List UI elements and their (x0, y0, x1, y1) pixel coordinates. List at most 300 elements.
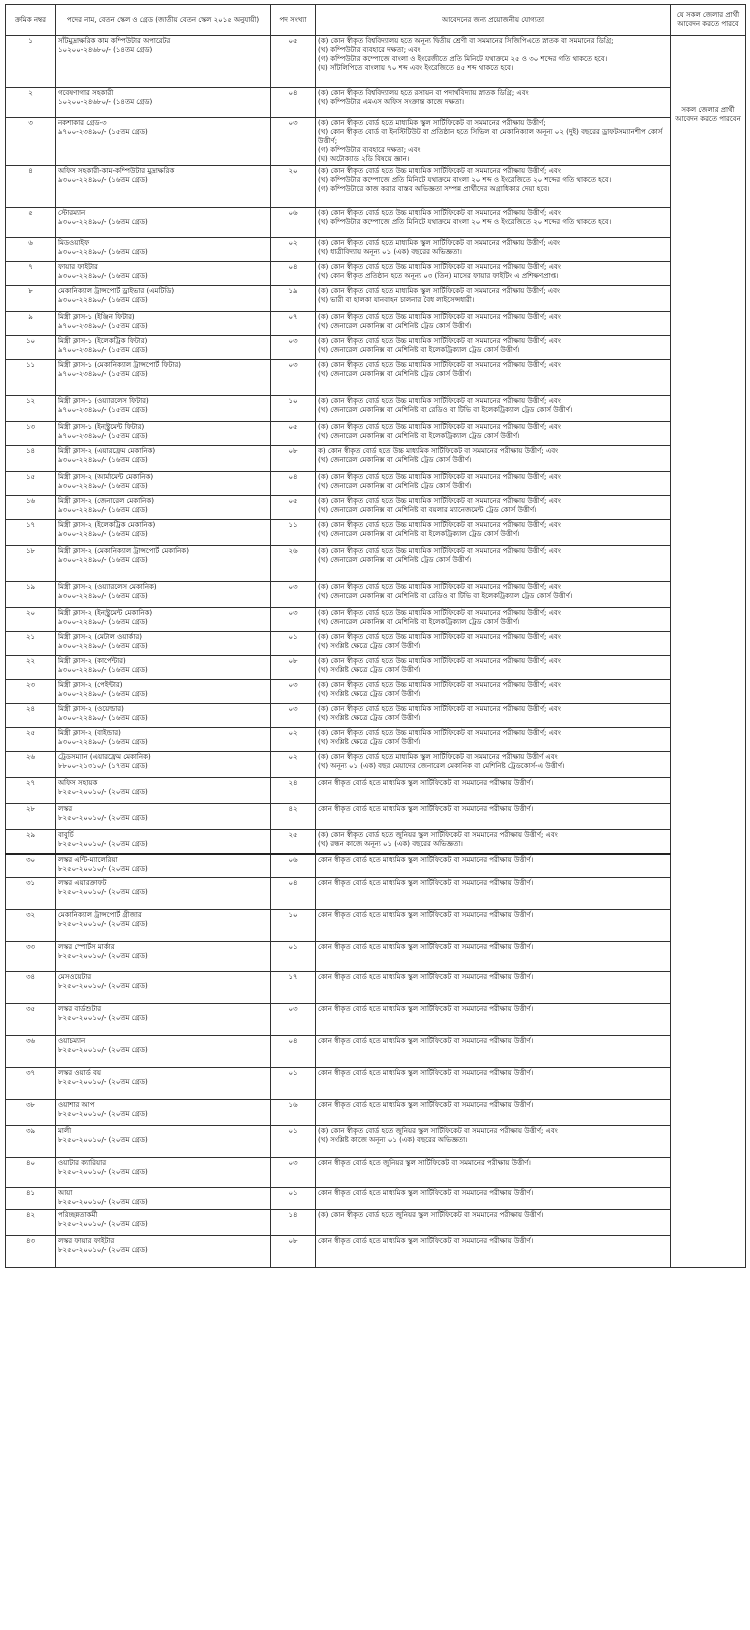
qualification-line: কোন স্বীকৃত বোর্ড হতে মাধ্যমিক স্কুল সার্টিফিকেট বা সমমানের পরীক্ষায় উত্তীর্ণ। (318, 1069, 534, 1077)
post-cell (56, 238, 271, 262)
post-count: ০৮ (271, 446, 316, 472)
post-count: ০৩ (271, 336, 316, 360)
qualification-line: (ক) কোন স্বীকৃত বোর্ড হতে মাধ্যমিক স্কুল সার্টিফিকেট বা সমমানের পরীক্ষায় উত্তীর্ণ এবং (318, 753, 558, 761)
pay-scale: ৯৭০০-২৩৪৯০/- (১৫তম গ্রেড) (58, 432, 148, 440)
table-row (6, 496, 746, 520)
qualification-cell (316, 262, 671, 286)
table-row (6, 1036, 746, 1068)
qualification-line: (খ) জেনারেল মেকানিক্স বা মেশিনিষ্ট বা ইলেকট্রিক্যাল ট্রেড কোর্স উত্তীর্ণ। (318, 346, 520, 354)
qualification-line: কোন স্বীকৃত বোর্ড হতে জুনিয়র স্কুল সার্টিফিকেট বা সমমানের পরীক্ষায় উত্তীর্ণ। (318, 1159, 531, 1167)
qualification-line: (খ) জেনারেল মেকানিক্স বা মেশিনিষ্ট বা বয়লার ম্যানেজমেন্ট ট্রেড কোর্স উত্তীর্ণ। (318, 506, 537, 514)
pay-scale: ৯৩০০-২২৪৯০/- (১৬তম গ্রেড) (58, 296, 148, 304)
post-cell (56, 632, 271, 656)
pay-scale: ৮২৫০-২০০১০/- (২০তম গ্রেড) (58, 982, 148, 990)
qualification-line: (খ) সংশ্লিষ্ট ক্ষেত্রে ট্রেড কোর্স উত্তীর্ণ। (318, 642, 421, 650)
qualification-cell (316, 88, 671, 118)
table-row (6, 972, 746, 1004)
post-name: মিস্ত্রী ক্লাস-১ (ইলেকট্রিক ফিটার) (58, 337, 148, 345)
post-count: ০৪ (271, 472, 316, 496)
post-name: নকশাকার গ্রেড-৩ (58, 119, 107, 127)
qualification-line: (ঘ) সাঁটলিপিতে বাংলায় ৭০ শব্দ এবং ইংরেজিতে ৪৫ শব্দ থাকতে হবে। (318, 64, 514, 72)
pay-scale: ৮২৫০-২০০১০/- (২০তম গ্রেড) (58, 1078, 148, 1086)
serial-number: ১৮ (6, 546, 56, 582)
qualification-cell (316, 728, 671, 752)
qualification-cell (316, 582, 671, 608)
qualification-cell (316, 312, 671, 336)
post-cell (56, 166, 271, 208)
post-name: মিস্ত্রী ক্লাস-১ (ওয়্যারলেস ফিটার) (58, 397, 149, 405)
recruitment-table (5, 4, 746, 1268)
pay-scale: ৮২৫০-২০০১০/- (২০তম গ্রেড) (58, 1110, 148, 1118)
qualification-line: (খ) সংশ্লিষ্ট কাজে অনূন্য ০১ (এক) বছরের অভিজ্ঞতা। (318, 1136, 468, 1144)
serial-number: ৪৩ (6, 1236, 56, 1268)
post-cell (56, 422, 271, 446)
qualification-cell (316, 360, 671, 396)
qualification-line: কোন স্বীকৃত বোর্ড হতে মাধ্যমিক স্কুল সার্টিফিকেট বা সমমানের পরীক্ষায় উত্তীর্ণ। (318, 973, 534, 981)
qualification-line: (ক) কোন স্বীকৃত বোর্ড হতে উচ্চ মাধ্যমিক সার্টিফিকেট বা সমমানের পরীক্ষায় উত্তীর্ণ; এবং (318, 263, 561, 271)
post-cell (56, 208, 271, 238)
qualification-line: কোন স্বীকৃত বোর্ড হতে মাধ্যমিক স্কুল সার্টিফিকেট বা সমমানের পরীক্ষায় উত্তীর্ণ। (318, 1037, 534, 1045)
qualification-line: (খ) জেনারেল মেকানিক্স বা মেশিনিষ্ট বা ইলেকট্রিক্যাল ট্রেড কোর্স উত্তীর্ণ। (318, 530, 520, 538)
post-count: ১৬ (271, 1100, 316, 1126)
post-count: ১৯ (271, 286, 316, 312)
post-cell (56, 1236, 271, 1268)
table-body (6, 36, 746, 1268)
serial-number: ৩০ (6, 854, 56, 878)
pay-scale: ৮২৫০-২০০১০/- (২০তম গ্রেড) (58, 1046, 148, 1054)
table-row (6, 704, 746, 728)
qualification-line: কোন স্বীকৃত বোর্ড হতে মাধ্যমিক স্কুল সার্টিফিকেট বা সমমানের পরীক্ষায় উত্তীর্ণ। (318, 1189, 534, 1197)
post-count: ০২ (271, 728, 316, 752)
post-name: মিডওয়াইফ (58, 239, 90, 247)
table-row (6, 1100, 746, 1126)
post-name: মিস্ত্রী ক্লাস-১ (ইঞ্জিন ফিটার) (58, 313, 135, 321)
serial-number: ১৬ (6, 496, 56, 520)
header-serial: ক্রমিক নম্বর (6, 5, 56, 36)
post-count: ১০ (271, 396, 316, 422)
post-cell (56, 1126, 271, 1158)
pay-scale: ৯৭০০-২৩৪৯০/- (১৫তম গ্রেড) (58, 346, 148, 354)
post-cell (56, 1036, 271, 1068)
post-name: মিস্ত্রী ক্লাস-২ (মেটাল ওয়ার্কার) (58, 633, 142, 641)
qualification-line: কোন স্বীকৃত বোর্ড হতে মাধ্যমিক স্কুল সার্টিফিকেট বা সমমানের পরীক্ষায় উত্তীর্ণ। (318, 911, 534, 919)
table-row (6, 680, 746, 704)
post-count: ০৬ (271, 208, 316, 238)
qualification-line: (গ) কম্পিউটার কম্পোজে বাংলা ও ইংরেজীতে প্রতি মিনিটে যথাক্রমে ২৫ ও ৩০ শব্দের গতি থাকতে হবে। (318, 55, 608, 63)
table-row (6, 910, 746, 942)
post-count: ২৬ (271, 546, 316, 582)
serial-number: ২৭ (6, 778, 56, 804)
qualification-line: কোন স্বীকৃত বোর্ড হতে মাধ্যমিক স্কুল সার্টিফিকেট বা সমমানের পরীক্ষায় উত্তীর্ণ। (318, 855, 534, 864)
post-cell (56, 546, 271, 582)
post-name: ট্রেডসম্যান (এয়ারফ্রেম মেকানিক) (58, 753, 151, 761)
qualification-line: (ক) কোন স্বীকৃত বোর্ড হতে জুনিয়র স্কুল সার্টিফিকেট বা সমমানের পরীক্ষায় উত্তীর্ণ; এবং (318, 831, 558, 839)
pay-scale: ৮২৫০-২০০১০/- (২০তম গ্রেড) (58, 1168, 148, 1176)
qualification-line: (ক) কোন স্বীকৃত বোর্ড হতে উচ্চ মাধ্যমিক সার্টিফিকেট বা সমমানের পরীক্ষায় উত্তীর্ণ; এবং (318, 497, 561, 505)
qualification-cell (316, 1036, 671, 1068)
post-name: সাঁটমুদ্রাক্ষরিক কাম কম্পিউটার অপারেটর (58, 37, 171, 45)
post-cell (56, 1100, 271, 1126)
pay-scale: ১০২০০-২৪৬৮০/- (১৪তম গ্রেড) (58, 98, 153, 106)
qualification-cell (316, 1210, 671, 1236)
qualification-line: (গ) কম্পিউটারে কাজ করার বাস্তব অভিজ্ঞতা সম্পন্ন প্রার্থীদের অগ্রাধিকার দেয়া হবে। (318, 185, 550, 193)
serial-number: ৩৩ (6, 942, 56, 972)
pay-scale: ৯৩০০-২২৪৯০/- (১৬তম গ্রেড) (58, 456, 148, 464)
pay-scale: ৯৩০০-২২৪৯০/- (১৬তম গ্রেড) (58, 176, 148, 184)
post-name: ওয়াচম্যান (58, 1037, 86, 1045)
qualification-cell (316, 752, 671, 778)
table-row (6, 208, 746, 238)
qualification-cell (316, 208, 671, 238)
post-name: আয়া (58, 1189, 73, 1197)
qualification-cell (316, 496, 671, 520)
district-eligibility: সকল জেলার প্রার্থী আবেদন করতে পারবেন (671, 36, 746, 1268)
post-count: ০৩ (271, 118, 316, 166)
qualification-line: কোন স্বীকৃত বোর্ড হতে মাধ্যমিক স্কুল সার্টিফিকেট বা সমমানের পরীক্ষায় উত্তীর্ণ। (318, 1005, 534, 1013)
post-count: ০৩ (271, 360, 316, 396)
post-count: ০৪ (271, 88, 316, 118)
pay-scale: ৯৭০০-২৩৪৯০/- (১৫তম গ্রেড) (58, 128, 148, 136)
post-count: ১৭ (271, 972, 316, 1004)
post-count: ১৪ (271, 1210, 316, 1236)
qualification-cell (316, 778, 671, 804)
pay-scale: ৯৩০০-২২৪৯০/- (১৬তম গ্রেড) (58, 714, 148, 722)
pay-scale: ৯৭০০-২৩৪৯০/- (১৫তম গ্রেড) (58, 406, 148, 414)
post-cell (56, 1188, 271, 1210)
serial-number: ৩৯ (6, 1126, 56, 1158)
pay-scale: ৯৩০০-২২৪৯০/- (১৬তম গ্রেড) (58, 248, 148, 256)
table-row (6, 422, 746, 446)
qualification-cell (316, 1004, 671, 1036)
table-row (6, 1004, 746, 1036)
table-row (6, 238, 746, 262)
qualification-cell (316, 472, 671, 496)
pay-scale: ৮২৫০-২০০১০/- (২০তম গ্রেড) (58, 952, 148, 960)
table-row (6, 778, 746, 804)
post-name: লস্কর বার্ডশুটার (58, 1005, 102, 1013)
table-row (6, 1188, 746, 1210)
table-row (6, 632, 746, 656)
serial-number: ৭ (6, 262, 56, 286)
serial-number: ১৫ (6, 472, 56, 496)
post-name: অফিস সহকারী-কাম-কম্পিউটার মুদ্রাক্ষরিক (58, 167, 175, 175)
qualification-line: (খ) কম্পিউটার এমএস অফিস সংক্রান্ত কাজে দক্ষতা। (318, 98, 465, 106)
qualification-line: (ক) কোন স্বীকৃত বোর্ড হতে উচ্চ মাধ্যমিক সার্টিফিকেট বা সমমানের পরীক্ষায় উত্তীর্ণ; এবং (318, 547, 561, 555)
post-name: মিস্ত্রী ক্লাস-২ (ইলেকট্রিক মেকানিক) (58, 521, 156, 529)
qualification-line: (ক) কোন স্বীকৃত বোর্ড হতে উচ্চ মাধ্যমিক সার্টিফিকেট বা সমমানের পরীক্ষায় উত্তীর্ণ; এবং (318, 167, 561, 175)
table-row (6, 854, 746, 878)
table-row (6, 608, 746, 632)
pay-scale: ৮২৫০-২০০১০/- (২০তম গ্রেড) (58, 1220, 148, 1228)
post-count: ০৩ (271, 582, 316, 608)
post-name: ওয়াটার ক্যারিয়ার (58, 1159, 107, 1167)
qualification-line: ক) কোন স্বীকৃত বোর্ড হতে উচ্চ মাধ্যমিক সার্টিফিকেট বা সমমানের পরীক্ষায় উত্তীর্ণ; এবং (318, 447, 559, 455)
qualification-line: (খ) কোন স্বীকৃত বোর্ড বা ইনস্টিটিউট বা প্রতিষ্ঠান হতে সিভিল বা মেকানিক্যাল অনূন্য ০২ (দুই) বছরের ড্রাফটসম্যানশীপ কোর্স উত্তীর্ণ; (318, 128, 663, 145)
table-row (6, 446, 746, 472)
qualification-cell (316, 704, 671, 728)
table-row (6, 804, 746, 830)
pay-scale: ৮২৫০-২০০১০/- (২০তম গ্রেড) (58, 888, 148, 896)
serial-number: ৯ (6, 312, 56, 336)
pay-scale: ৮৮০০-২১৩১০/- (১৭তম গ্রেড) (58, 762, 148, 770)
serial-number: ২৩ (6, 680, 56, 704)
post-name: মিস্ত্রী ক্লাস-২ (আর্মামেন্ট মেকানিক) (58, 473, 154, 481)
qualification-line: (খ) জেনারেল মেকানিক্স বা মেশিনিষ্ট ট্রেড কোর্স উত্তীর্ণ। (318, 556, 472, 564)
serial-number: ৮ (6, 286, 56, 312)
qualification-cell (316, 36, 671, 88)
qualification-cell (316, 680, 671, 704)
qualification-cell (316, 608, 671, 632)
table-row (6, 118, 746, 166)
qualification-cell (316, 422, 671, 446)
post-name: মেসওয়েটার (58, 973, 92, 981)
qualification-line: (ক) কোন স্বীকৃত বোর্ড হতে উচ্চ মাধ্যমিক সার্টিফিকেট বা সমমানের পরীক্ষায় উত্তীর্ণ; এবং (318, 361, 561, 369)
pay-scale: ৯৩০০-২২৪৯০/- (১৬তম গ্রেড) (58, 690, 148, 698)
post-cell (56, 286, 271, 312)
qualification-cell (316, 854, 671, 878)
qualification-line: (খ) রন্ধন কাজে অনূন্য ০১ (এক) বছরের অভিজ্ঞতা। (318, 840, 463, 848)
post-cell (56, 336, 271, 360)
post-count: ০৩ (271, 1158, 316, 1188)
qualification-line: (খ) সংশ্লিষ্ট ক্ষেত্রে ট্রেড কোর্স উত্তীর্ণ। (318, 690, 421, 698)
serial-number: ২৪ (6, 704, 56, 728)
qualification-line: কোন স্বীকৃত বোর্ড হতে মাধ্যমিক স্কুল সার্টিফিকেট বা সমমানের পরীক্ষায় উত্তীর্ণ। (318, 1101, 534, 1109)
post-cell (56, 1068, 271, 1100)
header-district: যে সকল জেলার প্রার্থী আবেদন করতে পারবে (671, 5, 746, 36)
post-name: মিস্ত্রী ক্লাস-১ (ইনস্ট্রুমেন্ট ফিটার) (58, 423, 145, 431)
qualification-cell (316, 396, 671, 422)
table-header-row (6, 5, 746, 36)
table-row (6, 752, 746, 778)
qualification-line: (খ) জেনারেল মেকানিক্স বা মেশিনিষ্ট বা রেডিও বা টিভি বা ইলেকট্রিক্যাল ট্রেড কোর্স উত্তীর্ণ। (318, 406, 573, 414)
post-name: ফায়ার ফাইটার (58, 263, 98, 271)
serial-number: ২২ (6, 656, 56, 680)
post-cell (56, 778, 271, 804)
qualification-cell (316, 878, 671, 910)
post-count: ০৩ (271, 704, 316, 728)
post-count: ০১ (271, 632, 316, 656)
serial-number: ৩৬ (6, 1036, 56, 1068)
pay-scale: ৯৩০০-২২৪৯০/- (১৬তম গ্রেড) (58, 530, 148, 538)
qualification-cell (316, 446, 671, 472)
post-cell (56, 804, 271, 830)
pay-scale: ৮২৫০-২০০১০/- (২০তম গ্রেড) (58, 864, 148, 873)
header-post: পদের নাম, বেতন স্কেল ও গ্রেড (জাতীয় বেতন স্কেল ২০১৫ অনুযায়ী) (56, 5, 271, 36)
post-cell (56, 704, 271, 728)
serial-number: ৫ (6, 208, 56, 238)
qualification-cell (316, 1188, 671, 1210)
table-row (6, 830, 746, 854)
qualification-line: (ক) কোন স্বীকৃত বোর্ড হতে উচ্চ মাধ্যমিক সার্টিফিকেট বা সমমানের পরীক্ষায় উত্তীর্ণ; এবং (318, 521, 561, 529)
qualification-line: (খ) কম্পিউটার কম্পোজে প্রতি মিনিটে যথাক্রমে বাংলা ২০ শব্দ ও ইংরেজিতে ২০ শব্দের গতি থাকতে হবে। (318, 218, 612, 226)
qualification-line: (ক) কোন স্বীকৃত বোর্ড হতে উচ্চ মাধ্যমিক সার্টিফিকেট বা সমমানের পরীক্ষায় উত্তীর্ণ; এবং (318, 583, 561, 591)
qualification-line: (ক) কোন স্বীকৃত বোর্ড হতে উচ্চ মাধ্যমিক সার্টিফিকেট বা সমমানের পরীক্ষায় উত্তীর্ণ; এবং (318, 609, 561, 617)
post-count: ০১ (271, 1068, 316, 1100)
qualification-cell (316, 804, 671, 830)
qualification-line: (খ) জেনারেল মেকানিক্স বা মেশিনিষ্ট ট্রেড কোর্স উত্তীর্ণ। (318, 322, 472, 330)
post-name: লস্কর এন্টি-ম্যালেরিয়া (58, 855, 118, 864)
post-cell (56, 88, 271, 118)
qualification-line: (খ) কোন স্বীকৃত প্রতিষ্ঠান হতে অনূন্য ০৩ (তিন) মাসের ফায়ার ফাইটিং এ প্রশিক্ষণপ্রাপ্ত। (318, 272, 559, 280)
table-row (6, 520, 746, 546)
post-count: ০৩ (271, 1004, 316, 1036)
post-cell (56, 1158, 271, 1188)
table-row (6, 396, 746, 422)
serial-number: ৪ (6, 166, 56, 208)
post-count: ০৩ (271, 680, 316, 704)
post-name: মিস্ত্রী ক্লাস-২ (মেকানিক্যাল ট্রান্সপোর্ট মেকানিক) (58, 547, 189, 555)
qualification-cell (316, 830, 671, 854)
table-row (6, 360, 746, 396)
post-count: ০১ (271, 1188, 316, 1210)
post-name: লস্কর স্পোর্টস মার্কার (58, 943, 115, 951)
qualification-line: (খ) সংশ্লিষ্ট ক্ষেত্রে ট্রেড কোর্স উত্তীর্ণ। (318, 666, 421, 674)
serial-number: ৬ (6, 238, 56, 262)
post-name: মিস্ত্রী ক্লাস-২ (জেনারেল মেকানিক) (58, 497, 154, 505)
table-row (6, 728, 746, 752)
qualification-cell (316, 118, 671, 166)
qualification-cell (316, 1236, 671, 1268)
post-name: মিস্ত্রী ক্লাস-২ (ওয়েল্ডার) (58, 705, 124, 713)
serial-number: ১৯ (6, 582, 56, 608)
qualification-line: (ক) কোন স্বীকৃত বোর্ড হতে উচ্চ মাধ্যমিক সার্টিফিকেট বা সমমানের পরীক্ষায় উত্তীর্ণ; এবং (318, 705, 561, 713)
post-cell (56, 496, 271, 520)
serial-number: ২ (6, 88, 56, 118)
post-name: মিস্ত্রী ক্লাস-২ (কার্পেন্টার) (58, 657, 126, 665)
qualification-line: (খ) জেনারেল মেকানিক্স বা মেশিনিষ্ট বা ইলেকট্রিক্যাল ট্রেড কোর্স উত্তীর্ণ। (318, 618, 520, 626)
qualification-line: (খ) অনূন্য ০১ (এক) বছর মেয়াদের জেনারেল মেকানিক বা মেশিনিষ্ট ট্রেডকোর্স-এ উত্তীর্ণ। (318, 762, 565, 770)
qualification-cell (316, 1100, 671, 1126)
serial-number: ১৩ (6, 422, 56, 446)
post-cell (56, 118, 271, 166)
post-cell (56, 582, 271, 608)
post-count: ২৪ (271, 778, 316, 804)
serial-number: ৩৫ (6, 1004, 56, 1036)
header-qualification: আবেদনের জন্য প্রয়োজনীয় যোগ্যতা (316, 5, 671, 36)
post-count: ০২ (271, 752, 316, 778)
post-count: ২০ (271, 166, 316, 208)
table-row (6, 1126, 746, 1158)
pay-scale: ৯৩০০-২২৪৯০/- (১৬তম গ্রেড) (58, 592, 148, 600)
serial-number: ৪১ (6, 1188, 56, 1210)
qualification-cell (316, 656, 671, 680)
post-name: লস্কর ওয়ার্ড বয় (58, 1069, 102, 1077)
post-cell (56, 854, 271, 878)
post-count: ০৪ (271, 1036, 316, 1068)
qualification-cell (316, 1158, 671, 1188)
table-row (6, 656, 746, 680)
pay-scale: ৮২৫০-২০০১০/- (২০তম গ্রেড) (58, 840, 148, 848)
table-row (6, 546, 746, 582)
post-count: ০১ (271, 942, 316, 972)
post-name: মিস্ত্রী ক্লাস-১ (মেকানিক্যাল ট্রান্সপোর্ট ফিটার) (58, 361, 182, 369)
serial-number: ৩১ (6, 878, 56, 910)
serial-number: ২৬ (6, 752, 56, 778)
serial-number: ১১ (6, 360, 56, 396)
qualification-line: কোন স্বীকৃত বোর্ড হতে মাধ্যমিক স্কুল সার্টিফিকেট বা সমমানের পরীক্ষায় উত্তীর্ণ। (318, 805, 534, 813)
post-name: মিস্ত্রী ক্লাস-২ (বাইন্ডার) (58, 729, 121, 737)
serial-number: ১২ (6, 396, 56, 422)
pay-scale: ৮২৫০-২০০১০/- (২০তম গ্রেড) (58, 1246, 148, 1254)
table-row (6, 472, 746, 496)
post-cell (56, 36, 271, 88)
pay-scale: ৮২৫০-২০০১০/- (২০তম গ্রেড) (58, 814, 148, 822)
serial-number: ২১ (6, 632, 56, 656)
pay-scale: ৮২৫০-২০০১০/- (২০তম গ্রেড) (58, 1136, 148, 1144)
table-row (6, 1158, 746, 1188)
qualification-line: (ক) কোন স্বীকৃত বোর্ড হতে উচ্চ মাধ্যমিক সার্টিফিকেট বা সমমানের পরীক্ষায় উত্তীর্ণ; এবং (318, 657, 561, 665)
post-count: ১১ (271, 520, 316, 546)
post-cell (56, 728, 271, 752)
qualification-cell (316, 972, 671, 1004)
qualification-line: (ক) কোন স্বীকৃত বোর্ড হতে মাধ্যমিক স্কুল সার্টিফিকেট বা সমমানের পরীক্ষায় উত্তীর্ণ; (318, 119, 546, 127)
qualification-line: কোন স্বীকৃত বোর্ড হতে মাধ্যমিক স্কুল সার্টিফিকেট বা সমমানের পরীক্ষায় উত্তীর্ণ। (318, 1237, 534, 1245)
serial-number: ২৫ (6, 728, 56, 752)
post-name: ওয়াশার আপ (58, 1101, 95, 1109)
post-count: ০৮ (271, 656, 316, 680)
qualification-line: (খ) ভারী বা হালকা যানবাহন চালনার বৈধ লাইসেন্সধারী। (318, 296, 475, 304)
pay-scale: ৯৩০০-২২৪৯০/- (১৬তম গ্রেড) (58, 272, 148, 280)
qualification-line: (ক) কোন স্বীকৃত বিশ্ববিদ্যালয় হতে অনূন্য দ্বিতীয় শ্রেণী বা সমমানের সিজিপিএতে স্নাতক বা সমমানের ডিগ্রি; (318, 37, 614, 45)
qualification-line: (খ) সংশ্লিষ্ট ক্ষেত্রে ট্রেড কোর্স উত্তীর্ণ। (318, 738, 421, 746)
table-row (6, 582, 746, 608)
post-name: পরিচ্ছন্নতাকর্মী (58, 1211, 98, 1219)
serial-number: ৩২ (6, 910, 56, 942)
pay-scale: ৯৩০০-২২৪৯০/- (১৬তম গ্রেড) (58, 218, 148, 226)
qualification-line: (খ) জেনারেল মেকানিক্স বা মেশিনিষ্ট ট্রেড কোর্স উত্তীর্ণ। (318, 456, 472, 464)
pay-scale: ৯৩০০-২২৪৯০/- (১৬তম গ্রেড) (58, 642, 148, 650)
post-cell (56, 752, 271, 778)
post-count: ০৮ (271, 1236, 316, 1268)
pay-scale: ৯৩০০-২২৪৯০/- (১৬তম গ্রেড) (58, 556, 148, 564)
post-cell (56, 878, 271, 910)
qualification-line: (ক) কোন স্বীকৃত বোর্ড হতে উচ্চ মাধ্যমিক সার্টিফিকেট বা সমমানের পরীক্ষায় উত্তীর্ণ; এবং (318, 337, 561, 345)
post-name: মিস্ত্রী ক্লাস-২ (এয়ারফ্রেম মেকানিক) (58, 447, 156, 455)
post-name: গবেষণাগার সহকারী (58, 89, 114, 97)
table-row (6, 88, 746, 118)
serial-number: ৩৭ (6, 1068, 56, 1100)
qualification-line: (ক) কোন স্বীকৃত বিশ্ববিদ্যালয় হতে রসায়ন বা পদার্থবিদ্যায় স্নাতক ডিগ্রি; এবং (318, 89, 529, 97)
qualification-line: (ক) কোন স্বীকৃত বোর্ড হতে উচ্চ মাধ্যমিক সার্টিফিকেট বা সমমানের পরীক্ষায় উত্তীর্ণ; এবং (318, 473, 561, 481)
table-row (6, 1236, 746, 1268)
post-count: ০২ (271, 238, 316, 262)
post-count: ০৬ (271, 854, 316, 878)
table-row (6, 286, 746, 312)
serial-number: ৪০ (6, 1158, 56, 1188)
post-count: ০৫ (271, 496, 316, 520)
post-name: মালী (58, 1127, 72, 1135)
qualification-cell (316, 336, 671, 360)
table-row (6, 262, 746, 286)
serial-number: ১০ (6, 336, 56, 360)
post-cell (56, 520, 271, 546)
post-cell (56, 942, 271, 972)
post-name: লস্কর এয়ারক্রাফট (58, 879, 107, 887)
serial-number: ৩৮ (6, 1100, 56, 1126)
recruitment-table-page (5, 4, 745, 1268)
post-cell (56, 396, 271, 422)
post-cell (56, 472, 271, 496)
post-name: মিস্ত্রী ক্লাস-২ (পেইন্টার) (58, 681, 123, 689)
post-count: ০৩ (271, 608, 316, 632)
table-row (6, 1210, 746, 1236)
qualification-cell (316, 520, 671, 546)
qualification-line: কোন স্বীকৃত বোর্ড হতে মাধ্যমিক স্কুল সার্টিফিকেট বা সমমানের পরীক্ষায় উত্তীর্ণ। (318, 943, 534, 951)
qualification-line: (ক) কোন স্বীকৃত বোর্ড হতে উচ্চ মাধ্যমিক সার্টিফিকেট বা সমমানের পরীক্ষায় উত্তীর্ণ; এবং (318, 313, 561, 321)
pay-scale: ১০২০০-২৪৬৮০/- (১৪তম গ্রেড) (58, 46, 153, 54)
post-name: মিস্ত্রী ক্লাস-২ (ওয়্যারলেস মেকানিক) (58, 583, 157, 591)
table-row (6, 942, 746, 972)
